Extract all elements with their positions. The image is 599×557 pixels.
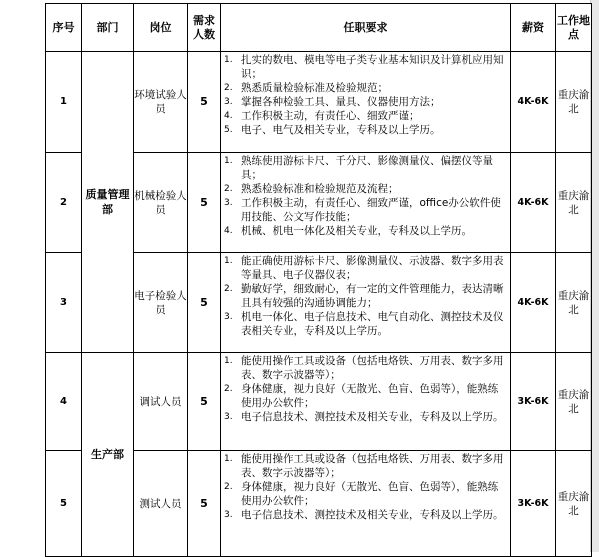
requirement-item: 2. 身体健康，视力良好（无散光、色盲、色弱等），能熟练使用办公软件； xyxy=(224,481,499,507)
requirements-list xyxy=(224,254,507,338)
position-cell: 电子检验人员 xyxy=(134,253,188,353)
requirement-item: 5. 电子、电气及相关专业，专科及以上学历。 xyxy=(224,124,441,136)
requirements-list xyxy=(224,452,507,522)
header-no: 序号 xyxy=(46,4,82,52)
requirement-item: 3. 机电一体化、电子信息技术、电气自动化、测控技术及仪表相关专业，专科及以上学历。 xyxy=(224,311,504,337)
requirement-item: 2. 熟悉检验标准和检验规范及流程； xyxy=(224,183,399,195)
count-cell: 5 xyxy=(188,253,221,353)
header-dept: 部门 xyxy=(82,4,134,52)
requirement-item: 4. 机械、机电一体化及相关专业，专科及以上学历。 xyxy=(224,225,472,237)
position-cell: 机械检验人员 xyxy=(134,153,188,253)
row-number: 3 xyxy=(46,253,82,353)
count-cell: 5 xyxy=(188,353,221,451)
salary-cell: 4K-6K xyxy=(511,153,556,253)
recruitment-table xyxy=(45,3,592,557)
location-cell: 重庆渝北 xyxy=(556,253,592,353)
requirement-item: 1. 能使用操作工具或设备（包括电烙铁、万用表、数字多用表、数字示波器等）； xyxy=(224,355,504,381)
header-salary: 薪资 xyxy=(511,4,556,52)
requirement-item: 4. 工作积极主动，有责任心、细致严谨； xyxy=(224,110,420,122)
header-count: 需求人数 xyxy=(188,4,221,52)
requirements-cell xyxy=(221,52,511,153)
position-cell: 测试人员 xyxy=(134,451,188,557)
requirement-item: 3. 掌握各种检验工具、量具、仪器使用方法； xyxy=(224,96,441,108)
position-cell: 环境试验人员 xyxy=(134,52,188,153)
requirement-item: 2. 勤敏好学，细致耐心，有一定的文件管理能力，表达清晰且具有较强的沟通协调能力； xyxy=(224,283,504,309)
count-cell: 5 xyxy=(188,153,221,253)
salary-cell: 3K-6K xyxy=(511,451,556,557)
count-cell: 5 xyxy=(188,451,221,557)
requirement-item: 3. 电子信息技术、测控技术及相关专业，专科及以上学历。 xyxy=(224,411,504,423)
requirement-item: 3. 工作积极主动，有责任心、细致严谨，office办公软件使用技能、公文写作技能； xyxy=(224,197,501,223)
location-cell: 重庆渝北 xyxy=(556,52,592,153)
row-number: 5 xyxy=(46,451,82,557)
header-requirements: 任职要求 xyxy=(221,4,511,52)
row-number: 4 xyxy=(46,353,82,451)
dept-quality: 质量管理部 xyxy=(82,52,134,353)
requirements-list xyxy=(224,354,507,424)
row-number: 2 xyxy=(46,153,82,253)
row-number: 1 xyxy=(46,52,82,153)
position-cell: 调试人员 xyxy=(134,353,188,451)
salary-cell: 4K-6K xyxy=(511,253,556,353)
salary-cell: 4K-6K xyxy=(511,52,556,153)
requirement-item: 2. 熟悉质量检验标准及检验规范； xyxy=(224,82,388,94)
requirements-list xyxy=(224,154,507,238)
requirement-item: 1. 能正确使用游标卡尺、影像测量仪、示波器、数字多用表等量具、电子仪器仪表； xyxy=(224,255,504,281)
requirements-list xyxy=(224,53,507,137)
requirements-cell xyxy=(221,253,511,353)
dept-production: 生产部 xyxy=(82,353,134,557)
location-cell: 重庆渝北 xyxy=(556,153,592,253)
location-cell: 重庆渝北 xyxy=(556,353,592,451)
location-cell: 重庆渝北 xyxy=(556,451,592,557)
header-location: 工作地点 xyxy=(556,4,592,52)
requirements-cell xyxy=(221,353,511,451)
requirement-item: 1. 熟练使用游标卡尺、千分尺、影像测量仪、偏摆仪等量具； xyxy=(224,155,493,181)
count-cell: 5 xyxy=(188,52,221,153)
requirement-item: 1. 扎实的数电、模电等电子类专业基本知识及计算机应用知识； xyxy=(224,54,504,80)
requirement-item: 3. 电子信息技术、测控技术及相关专业，专科及以上学历。 xyxy=(224,509,504,521)
table-row xyxy=(46,52,592,153)
salary-cell: 3K-6K xyxy=(511,353,556,451)
requirements-cell xyxy=(221,153,511,253)
requirements-cell xyxy=(221,451,511,557)
requirement-item: 2. 身体健康，视力良好（无散光、色盲、色弱等），能熟练使用办公软件； xyxy=(224,383,499,409)
header-row xyxy=(46,4,592,52)
table-row xyxy=(46,353,592,451)
header-position: 岗位 xyxy=(134,4,188,52)
requirement-item: 1. 能使用操作工具或设备（包括电烙铁、万用表、数字多用表、数字示波器等）； xyxy=(224,453,504,479)
